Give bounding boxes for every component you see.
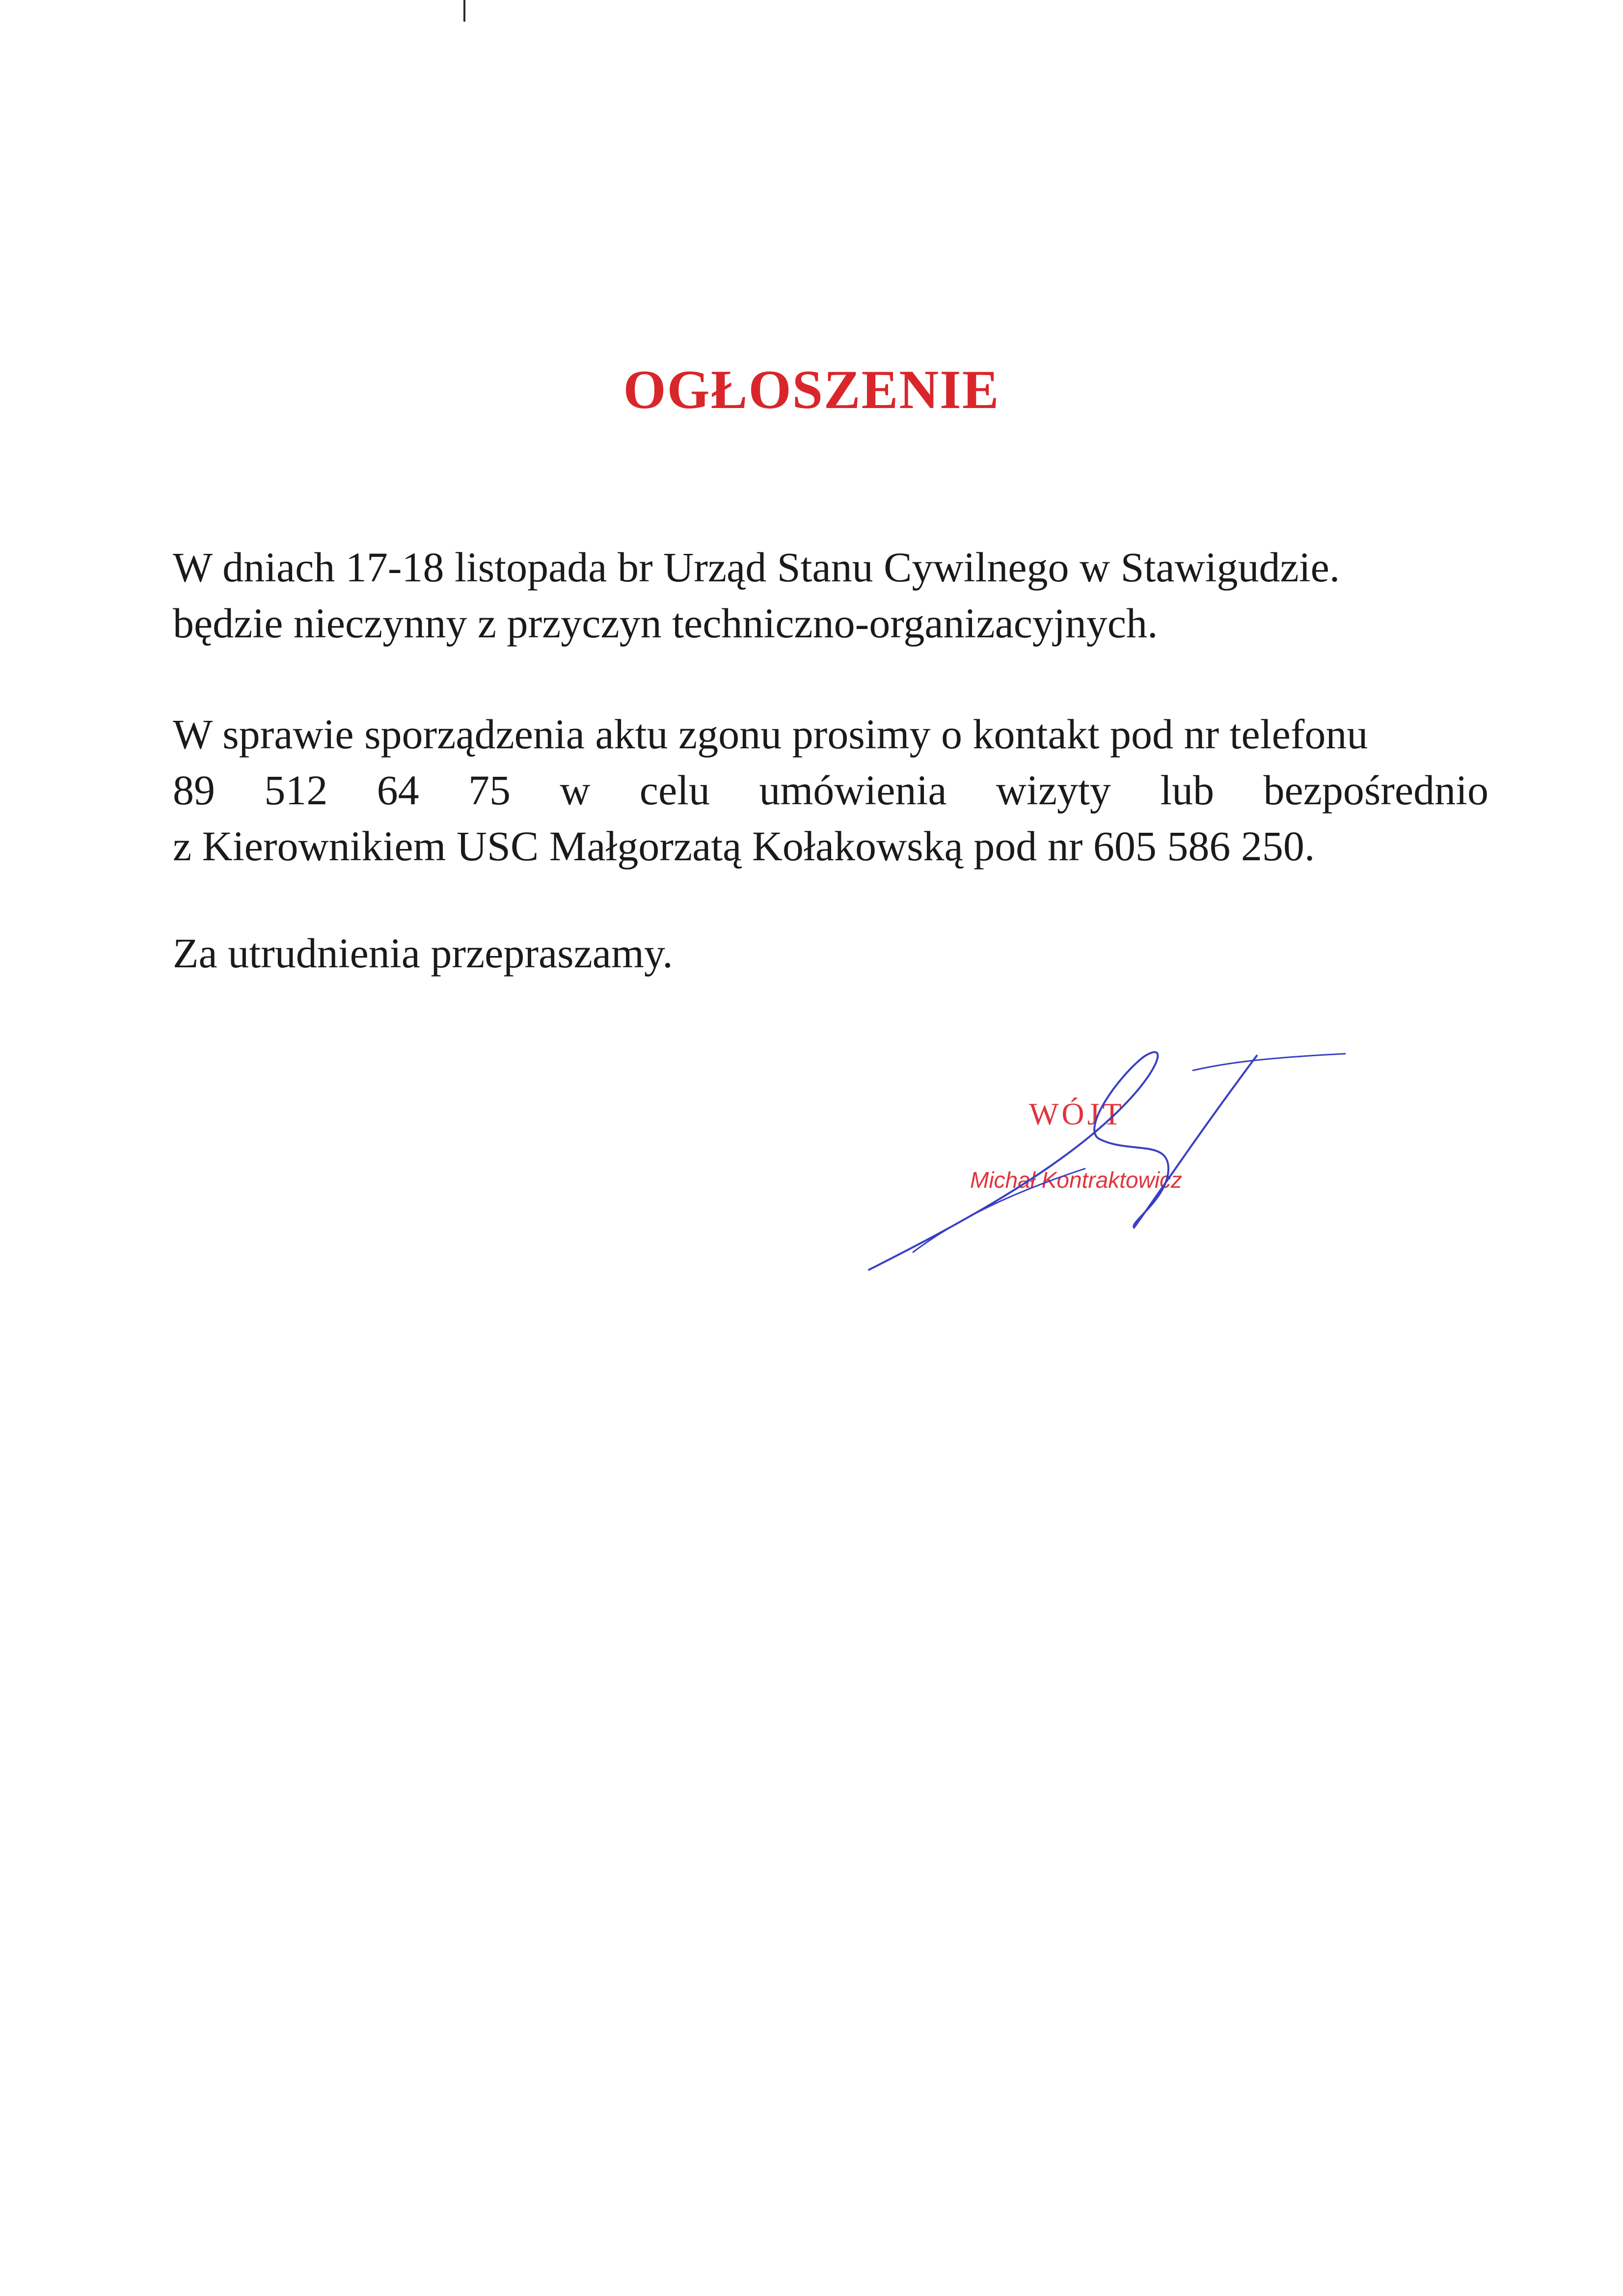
paragraph-line: będzie nieczynny z przyczyn techniczno-organizacyjnych. bbox=[173, 600, 1158, 647]
stamp-official-name: Michał Kontraktowicz bbox=[970, 1167, 1183, 1193]
signature-stroke bbox=[1193, 1054, 1345, 1070]
paragraph-line: W sprawie sporządzenia aktu zgonu prosimy o kontakt pod nr telefonu bbox=[173, 711, 1368, 758]
handwritten-signature bbox=[854, 1021, 1355, 1286]
apology-paragraph bbox=[173, 925, 1488, 981]
signature-stroke bbox=[869, 1052, 1257, 1270]
stamp-office-title: WÓJT bbox=[1029, 1096, 1125, 1131]
paragraph-line: 89 512 64 75 w celu umówienia wizyty lub bezpośrednio bbox=[173, 766, 1488, 814]
contact-info-paragraph bbox=[173, 706, 1488, 874]
scan-edge-mark bbox=[463, 0, 465, 22]
signature-block bbox=[854, 1021, 1355, 1286]
paragraph-line: Za utrudnienia przepraszamy. bbox=[173, 929, 673, 977]
announcement-title: OGŁOSZENIE bbox=[623, 359, 1000, 420]
paragraph-line: W dniach 17-18 listopada br Urząd Stanu Cywilnego w Stawigudzie. bbox=[173, 544, 1340, 591]
signature-stroke bbox=[913, 1169, 1085, 1252]
paragraph-line: z Kierownikiem USC Małgorzatą Kołakowską pod nr 605 586 250. bbox=[173, 822, 1315, 870]
closure-notice-paragraph bbox=[173, 539, 1488, 651]
